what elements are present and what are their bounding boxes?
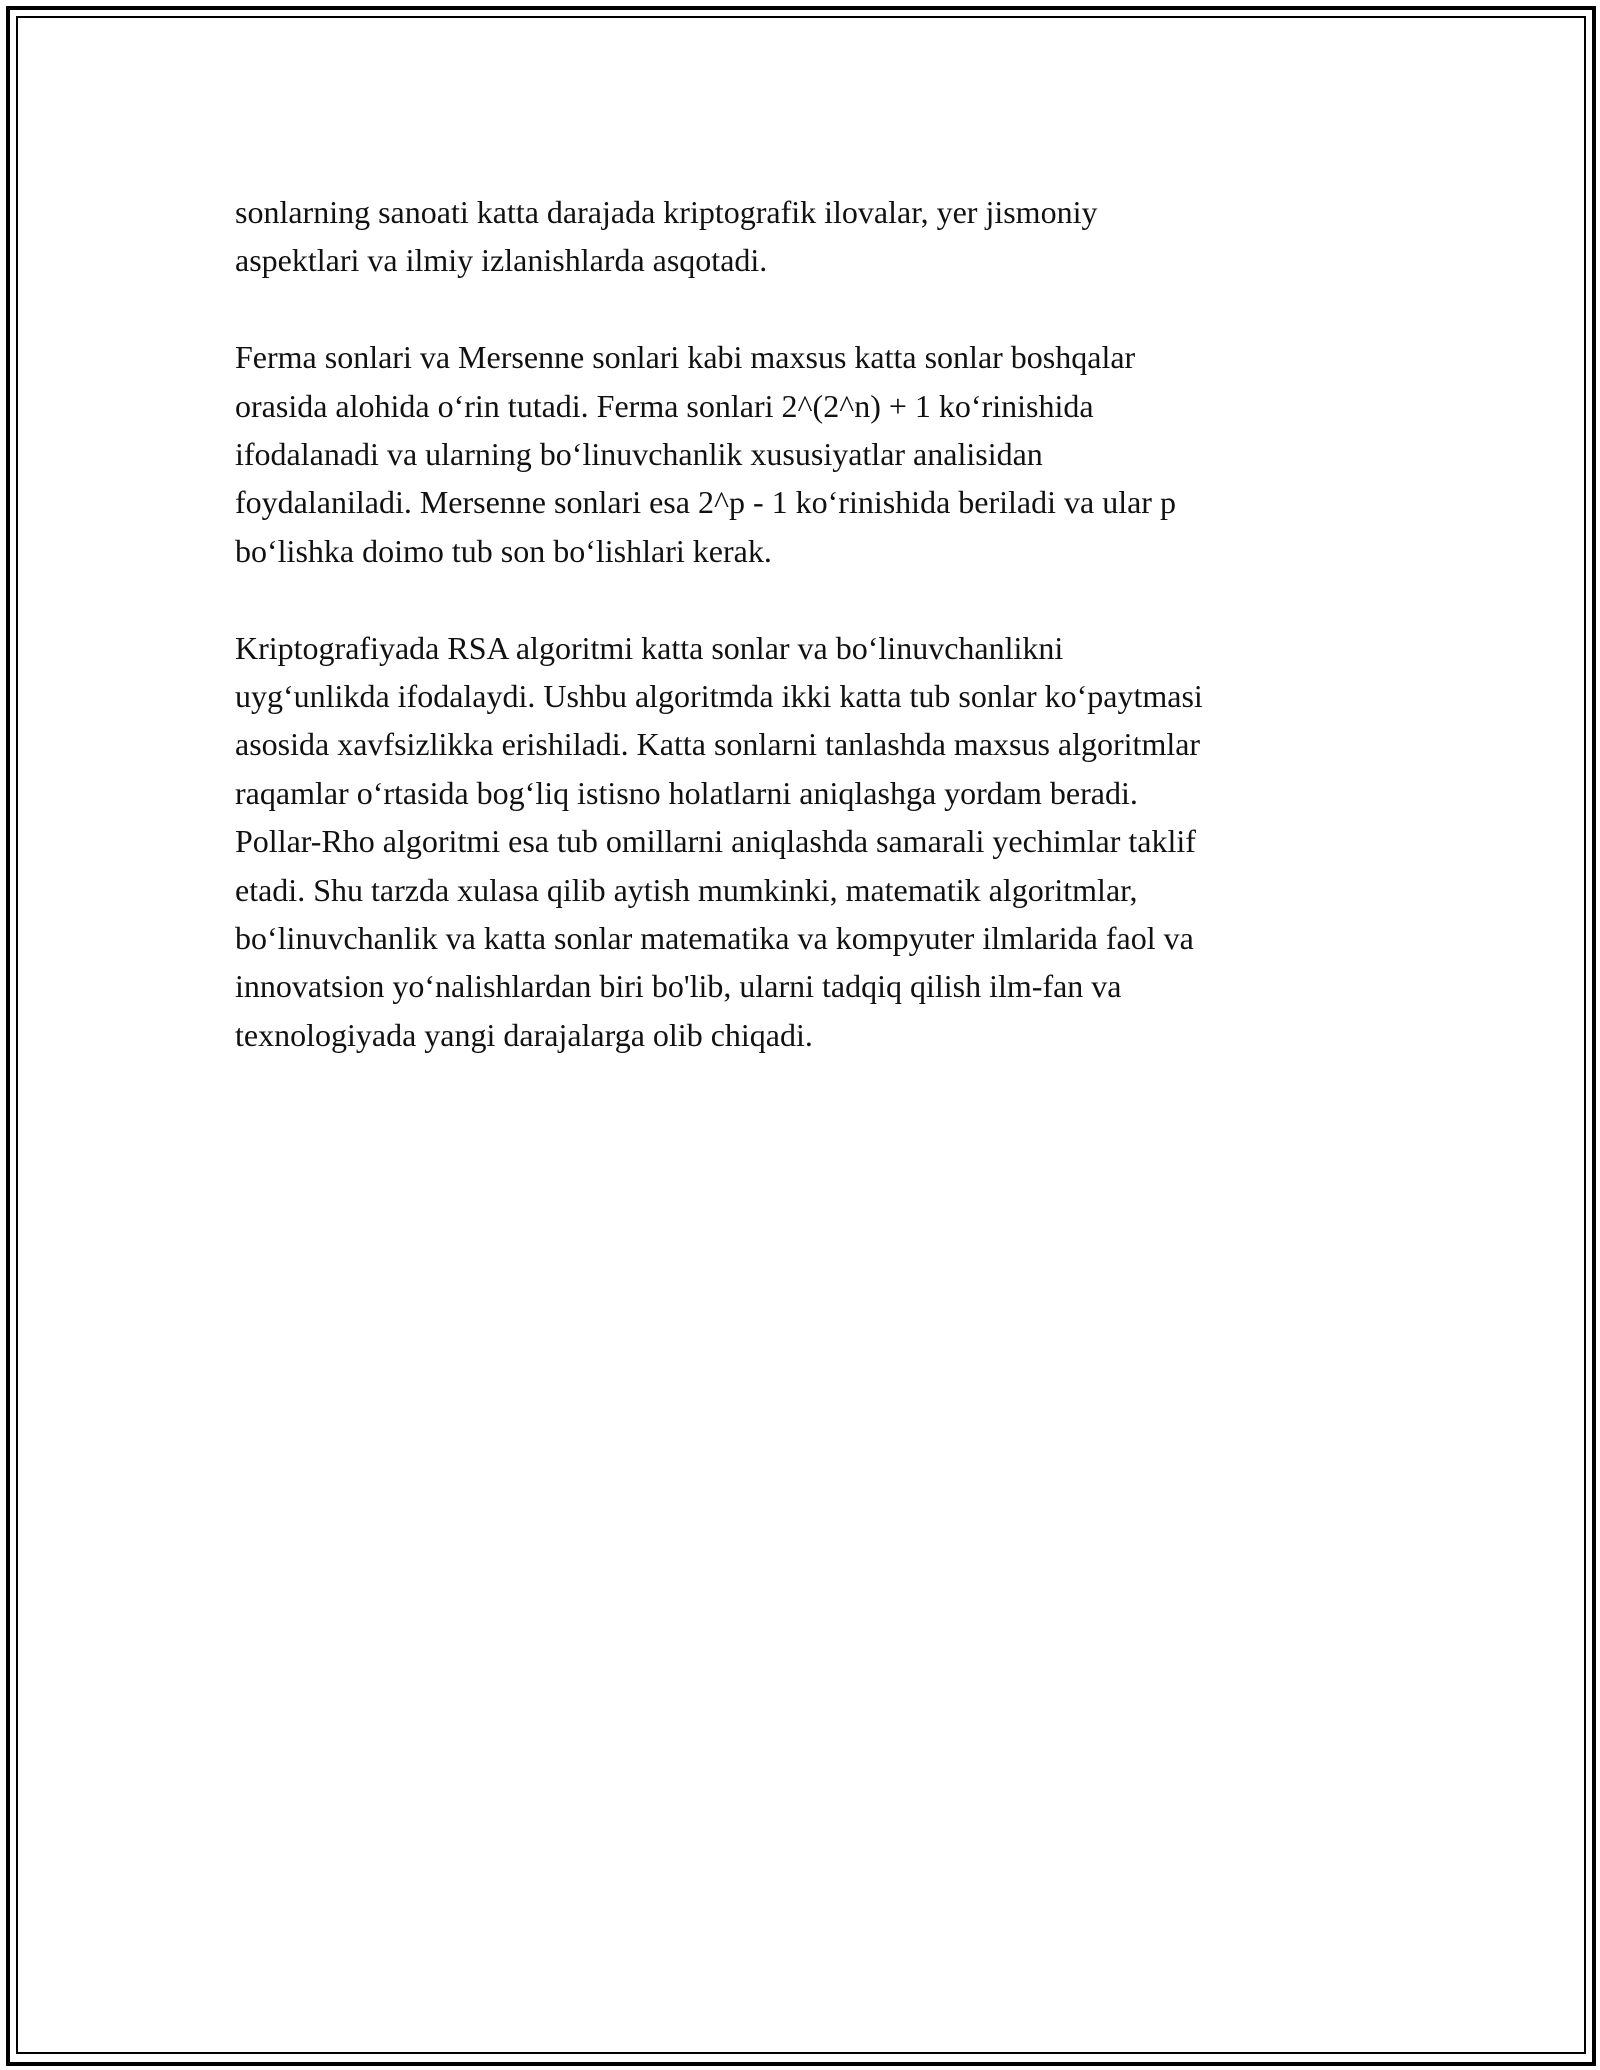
text-line: etadi. Shu tarzda xulasa qilib aytish mumkinki, matematik algoritmlar, [235, 871, 1138, 908]
paragraph-fermat-mersenne [235, 333, 1365, 575]
text-line: Ferma sonlari va Mersenne sonlari kabi maxsus katta sonlar boshqalar [235, 339, 1136, 376]
text-line: foydalaniladi. Mersenne sonlari esa 2^p - 1 ko‘rinishida beriladi va ular p [235, 484, 1176, 521]
paragraph-applications [235, 188, 1365, 285]
text-line: bo‘linuvchanlik va katta sonlar matematika va kompyuter ilmlarida faol va [235, 920, 1194, 957]
paragraph-cryptography [235, 624, 1365, 1060]
text-line: sonlarning sanoati katta darajada kriptografik ilovalar, yer jismoniy [235, 194, 1098, 230]
text-line: asosida xavfsizlikka erishiladi. Katta sonlarni tanlashda maxsus algoritmlar [235, 726, 1201, 763]
text-line: aspektlari va ilmiy izlanishlarda asqotadi. [235, 242, 768, 279]
text-line: orasida alohida o‘rin tutadi. Ferma sonlari 2^(2^n) + 1 ko‘rinishida [235, 387, 1094, 424]
text-line: innovatsion yo‘nalishlardan biri bo'lib, ularni tadqiq qilish ilm-fan va [235, 968, 1122, 1005]
text-line: raqamlar o‘rtasida bog‘liq istisno holatlarni aniqlashga yordam beradi. [235, 774, 1138, 811]
text-line: Kriptografiyada RSA algoritmi katta sonlar va bo‘linuvchanlikni [235, 629, 1064, 666]
text-line: ifodalanadi va ularning bo‘linuvchanlik xususiyatlar analisidan [235, 436, 1043, 473]
text-line: uyg‘unlikda ifodalaydi. Ushbu algoritmda ikki katta tub sonlar ko‘paytmasi [235, 678, 1203, 715]
text-line: Pollar-Rho algoritmi esa tub omillarni aniqlashda samarali yechimlar taklif [235, 823, 1196, 860]
text-line: texnologiyada yangi darajalarga olib chiqadi. [235, 1016, 813, 1053]
text-line: bo‘lishka doimo tub son bo‘lishlari kerak. [235, 532, 772, 569]
document-body [235, 188, 1365, 1059]
